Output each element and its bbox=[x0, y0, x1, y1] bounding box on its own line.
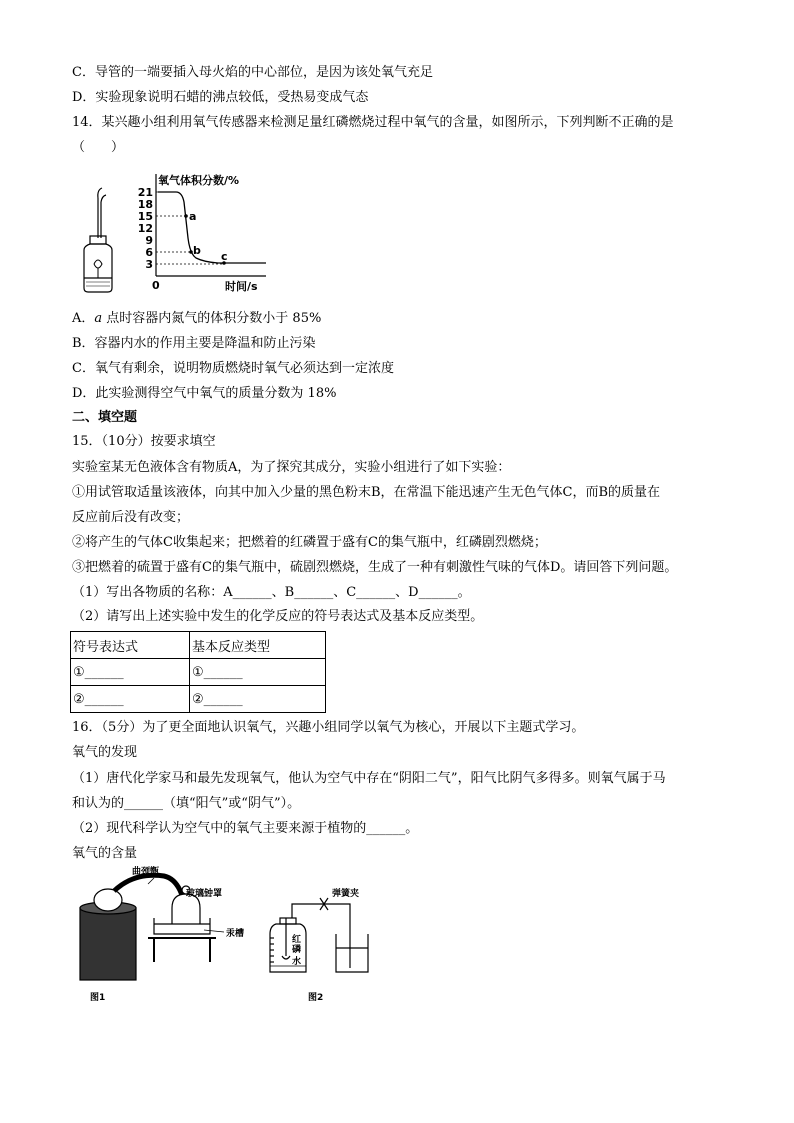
q14-option-a-prefix: A． bbox=[72, 311, 95, 326]
section-heading: 二、填空题 bbox=[72, 410, 138, 425]
y-tick-9: 9 bbox=[145, 234, 153, 247]
table-row bbox=[71, 659, 326, 686]
table-row bbox=[71, 686, 326, 713]
q16-subheading-discovery: 氧气的发现 bbox=[72, 745, 138, 760]
y-tick-6: 6 bbox=[145, 246, 153, 259]
y-tick-15: 15 bbox=[137, 210, 153, 223]
table-header-expression: 符号表达式 bbox=[71, 632, 190, 659]
y-tick-12: 12 bbox=[137, 222, 153, 235]
y-tick-3: 3 bbox=[145, 258, 153, 271]
figure-1-caption: 图1 bbox=[90, 993, 106, 1003]
q13-option-d: D．实验现象说明石蜡的沸点较低，受热易变成气态 bbox=[72, 90, 369, 105]
label-mercury-trough: 汞槽 bbox=[226, 929, 245, 939]
furnace bbox=[80, 908, 136, 980]
x-axis-label: 时间/s bbox=[225, 280, 258, 293]
q14-option-c: C．氧气有剩余，说明物质燃烧时氧气必须达到一定浓度 bbox=[72, 361, 394, 376]
label-retort: 曲颈甑 bbox=[132, 867, 160, 877]
q15-question-2: （2）请写出上述实验中发生的化学反应的符号表达式及基本反应类型。 bbox=[72, 609, 484, 624]
q16-question-2: （2）现代科学认为空气中的氧气主要来源于植物的______。 bbox=[72, 821, 419, 836]
q14-option-b: B．容器内水的作用主要是降温和防止污染 bbox=[72, 336, 316, 351]
retort-flask bbox=[94, 889, 122, 911]
q15-step1-line2: 反应前后没有改变； bbox=[72, 510, 190, 525]
q14-option-d: D．此实验测得空气中氧气的质量分数为 18% bbox=[72, 386, 337, 401]
y-tick-18: 18 bbox=[137, 198, 153, 211]
q15-question-1: （1）写出各物质的名称：A______、B______、C______、D______。 bbox=[72, 585, 471, 600]
q16-stem: 16．（5分）为了更全面地认识氧气，兴趣小组同学以氧气为核心，开展以下主题式学习。 bbox=[72, 720, 585, 735]
label-spring-clamp: 弹簧夹 bbox=[332, 889, 360, 899]
table-cell: ②______ bbox=[190, 686, 326, 713]
table-cell: ①______ bbox=[190, 659, 326, 686]
q15-answer-table bbox=[70, 631, 326, 713]
point-a-label: a bbox=[189, 210, 197, 223]
q14-option-a bbox=[72, 310, 321, 328]
sensor-bottle-apparatus bbox=[84, 188, 112, 292]
q14-option-a-var: a bbox=[94, 311, 103, 326]
label-water: 水 bbox=[292, 957, 302, 967]
q14-option-a-text: 点时容器内氮气的体积分数小于 85% bbox=[102, 311, 322, 326]
figure-1-lavoisier-apparatus bbox=[74, 866, 264, 1006]
label-bell-jar: 玻璃钟罩 bbox=[186, 889, 223, 899]
label-phosphorus-char: 磷 bbox=[292, 945, 302, 955]
y-tick-21: 21 bbox=[137, 186, 153, 199]
q16-question-1-line2: 和认为的______（填“阳气”或“阴气”）。 bbox=[72, 796, 301, 811]
q15-intro: 实验室某无色液体含有物质A，为了探究其成分，实验小组进行了如下实验： bbox=[72, 460, 511, 475]
table-cell: ①______ bbox=[71, 659, 190, 686]
point-c-label: c bbox=[221, 250, 228, 263]
q14-answer-paren: （ ） bbox=[72, 140, 125, 155]
q16-question-1-line1: （1）唐代化学家马和最先发现氧气，他认为空气中存在“阴阳二气”，阳气比阴气多得多。则氧气属于马 bbox=[72, 771, 666, 786]
q15-step2: ②将产生的气体C收集起来；把燃着的红磷置于盛有C的集气瓶中，红磷剧烈燃烧； bbox=[72, 535, 547, 550]
table-header-row bbox=[71, 632, 326, 659]
y-axis-label: 氧气体积分数/% bbox=[158, 174, 240, 187]
q14-figure bbox=[78, 168, 288, 298]
table-cell: ②______ bbox=[71, 686, 190, 713]
q15-step1-line1: ①用试管取适量该液体，向其中加入少量的黑色粉末B，在常温下能迅速产生无色气体C，而B的质量在 bbox=[72, 485, 661, 500]
figure-2-caption: 图2 bbox=[308, 993, 324, 1003]
q14-stem: 14．某兴趣小组利用氧气传感器来检测足量红磷燃烧过程中氧气的含量，如图所示，下列判断不正确的是 bbox=[72, 115, 674, 130]
q13-option-c: C．导管的一端要插入母火焰的中心部位，是因为该处氧气充足 bbox=[72, 65, 433, 80]
sensor-bottle-water bbox=[86, 282, 110, 286]
figure-2-phosphorus-apparatus bbox=[266, 886, 376, 1006]
point-b-label: b bbox=[193, 244, 201, 257]
beaker bbox=[336, 934, 368, 972]
table-header-reaction-type: 基本反应类型 bbox=[190, 632, 326, 659]
combustion-spoon bbox=[282, 956, 290, 959]
label-red-char: 红 bbox=[292, 935, 302, 945]
oxygen-curve bbox=[158, 192, 266, 263]
q16-subheading-content: 氧气的含量 bbox=[72, 846, 138, 861]
q15-step3: ③把燃着的硫置于盛有C的集气瓶中，硫剧烈燃烧，生成了一种有刺激性气味的气体D。请回答下列问题。 bbox=[72, 560, 678, 575]
origin-label: 0 bbox=[152, 279, 160, 292]
point-a bbox=[184, 214, 188, 218]
q15-stem: 15．（10分）按要求填空 bbox=[72, 434, 216, 449]
